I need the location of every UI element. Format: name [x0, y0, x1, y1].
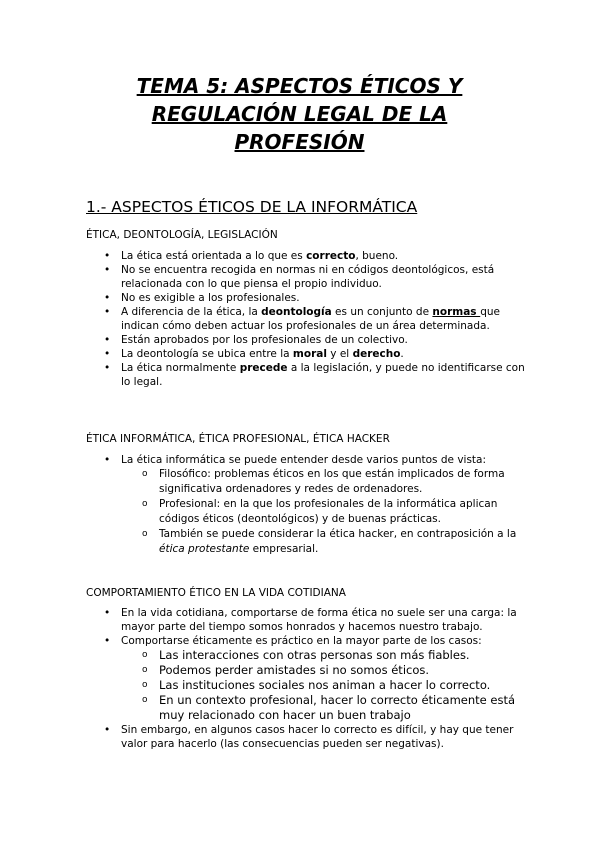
list-item: • La ética informática se puede entender desde varios puntos de vista: o Filosófico: problemas éticos en los que están implicados de forma significativa ordenadores y redes de ordenadores. o Profesional: en la que los profesionales de la informática aplican códigos éticos (deontológicos) y de buenas prácticas. o También se puede considerar la ética hacker, en contraposición a la ética protestante empresarial. [86, 453, 526, 557]
sublist-item: o Podemos perder amistades si no somos éticos. [121, 663, 526, 678]
sublist-item: o También se puede considerar la ética hacker, en contraposición a la ética protestante empresarial. [121, 527, 526, 557]
title-line-2: REGULACIÓN LEGAL DE LA [151, 102, 448, 126]
page-title [60, 72, 539, 156]
sublist-item: o En un contexto profesional, hacer lo correcto éticamente está muy relacionado con hacer un buen trabajo [121, 693, 526, 723]
sublist-item: o Filosófico: problemas éticos en los que están implicados de forma significativa ordenadores y redes de ordenadores. [121, 467, 526, 497]
list-item: • A diferencia de la ética, la deontología es un conjunto de normas que indican cómo deben actuar los profesionales de un área determinada. [86, 305, 526, 333]
section-heading: 1.- ASPECTOS ÉTICOS DE LA INFORMÁTICA [86, 198, 418, 216]
list-etica-informatica [86, 453, 526, 557]
list-item: • En la vida cotidiana, comportarse de forma ética no suele ser una carga: la mayor parte del tiempo somos honrados y hacemos nuestro trabajo. [86, 606, 526, 634]
sublist-item: o Las interacciones con otras personas son más fiables. [121, 648, 526, 663]
subsection-heading-etica-deontologia: ÉTICA, DEONTOLOGÍA, LEGISLACIÓN [86, 229, 278, 241]
sublist-razones [121, 648, 526, 723]
list-item: • La ética está orientada a lo que es correcto, bueno. [86, 249, 526, 263]
list-item: • Sin embargo, en algunos casos hacer lo correcto es difícil, y hay que tener valor para hacerlo (las consecuencias pueden ser negativas). [86, 723, 526, 751]
list-item: • La deontología se ubica entre la moral y el derecho. [86, 347, 526, 361]
list-item: • Comportarse éticamente es práctico en la mayor parte de los casos: o Las interacciones con otras personas son más fiables. o Podemos perder amistades si no somos éticos. o Las instituciones sociales nos animan a hacer lo correcto. o En un contexto profesional, hacer lo correcto éticamente está muy relacionado con hacer un buen trabajo [86, 634, 526, 723]
subsection-heading-comportamiento-etico: COMPORTAMIENTO ÉTICO EN LA VIDA COTIDIANA [86, 587, 346, 599]
title-line-3: PROFESIÓN [234, 130, 365, 154]
list-comportamiento-etico [86, 606, 526, 751]
sublist-puntos-de-vista [121, 467, 526, 557]
list-item: • La ética normalmente precede a la legislación, y puede no identificarse con lo legal. [86, 361, 526, 389]
subsection-heading-etica-informatica: ÉTICA INFORMÁTICA, ÉTICA PROFESIONAL, ÉTICA HACKER [86, 433, 390, 445]
sublist-item: o Profesional: en la que los profesionales de la informática aplican códigos éticos (deontológicos) y de buenas prácticas. [121, 497, 526, 527]
sublist-item: o Las instituciones sociales nos animan a hacer lo correcto. [121, 678, 526, 693]
list-item: • No es exigible a los profesionales. [86, 291, 526, 305]
list-item: • No se encuentra recogida en normas ni en códigos deontológicos, está relacionada con lo que piensa el propio individuo. [86, 263, 526, 291]
list-item: • Están aprobados por los profesionales de un colectivo. [86, 333, 526, 347]
title-line-1: TEMA 5: ASPECTOS ÉTICOS Y [136, 74, 463, 98]
list-etica-deontologia [86, 249, 526, 389]
